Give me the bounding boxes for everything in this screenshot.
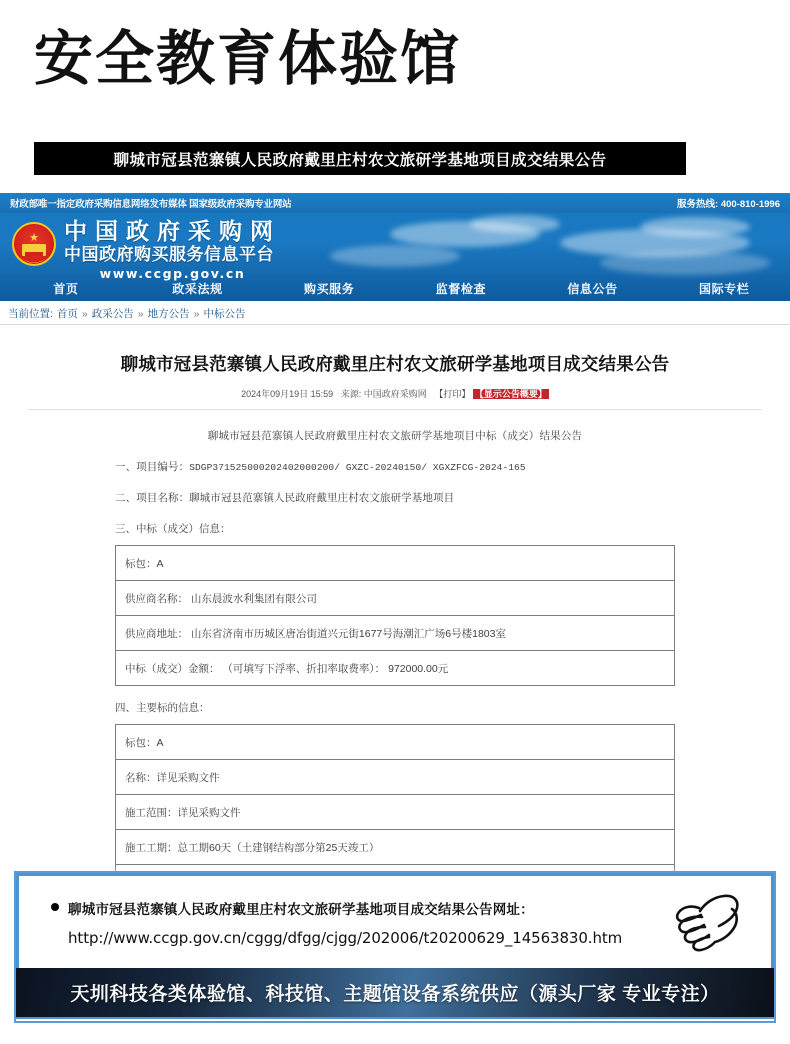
table-row — [116, 616, 675, 651]
table-row — [116, 581, 675, 616]
topbar-hotline: 服务热线: 400-810-1996 — [677, 199, 780, 210]
announcement-url-label: 聊城市冠县范寨镇人民政府戴里庄村农文旅研学基地项目成交结果公告网址： — [68, 902, 534, 917]
brand-subtitle: 中国政府购买服务信息平台 — [64, 244, 274, 264]
breadcrumb-item-winning[interactable]: 中标公告 — [203, 308, 246, 320]
cloud-decoration — [330, 245, 460, 267]
project-number-label: 一、项目编号： — [115, 461, 190, 473]
breadcrumb-label: 当前位置: — [8, 308, 53, 320]
table-row — [116, 725, 675, 760]
cloud-decoration — [640, 217, 750, 237]
site-topbar — [0, 193, 790, 213]
breadcrumb-item-home[interactable]: 首页 — [56, 308, 78, 320]
url-callout-inner — [19, 876, 771, 971]
main-target-heading: 四、主要标的信息： — [115, 702, 210, 714]
breadcrumb-separator: » — [81, 307, 88, 320]
document-title: 聊城市冠县范寨镇人民政府戴里庄村农文旅研学基地项目成交结果公告 — [120, 354, 670, 374]
bullet-icon — [51, 903, 59, 911]
table-row — [116, 651, 675, 686]
table-cell-lot: 标包：A — [116, 725, 675, 760]
footer-banner — [16, 968, 774, 1017]
nav-item-services[interactable]: 购买服务 — [303, 281, 355, 296]
table-cell-scope: 施工范围：详见采购文件 — [116, 795, 675, 830]
table-row — [116, 546, 675, 581]
national-emblem-icon — [12, 222, 56, 266]
winning-info-heading: 三、中标（成交）信息： — [115, 523, 231, 535]
document-content — [115, 428, 675, 900]
document-source: 来源: 中国政府采购网 — [340, 389, 427, 399]
nav-item-supervision[interactable]: 监督检查 — [435, 281, 487, 296]
nav-item-notices[interactable]: 信息公告 — [567, 281, 618, 296]
promo-subtitle-text: 聊城市冠县范寨镇人民政府戴里庄村农文旅研学基地项目成交结果公告 — [113, 151, 607, 169]
project-name-row — [115, 490, 675, 505]
site-banner — [0, 213, 790, 281]
document-meta — [28, 387, 762, 400]
table-cell-duration: 施工工期：总工期60天（土建钢结构部分第25天竣工） — [116, 830, 675, 865]
nav-item-laws[interactable]: 政采法规 — [172, 281, 223, 296]
breadcrumb-item-announcements[interactable]: 政采公告 — [91, 308, 134, 320]
project-number-value: SDGP371525000202402000200/ GXZC-20240150/ XGXZFCG-2024-165 — [189, 462, 526, 473]
site-brand[interactable] — [64, 219, 281, 281]
announcement-url-label-row — [37, 898, 753, 918]
table-row — [116, 830, 675, 865]
table-row — [116, 795, 675, 830]
topbar-slogan: 财政部唯一指定政府采购信息网络发布媒体 国家级政府采购专业网站 — [10, 199, 292, 210]
table-cell-amount: 中标（成交）金额： （可填写下浮率、折扣率取费率）： 972000.00元 — [116, 651, 675, 686]
breadcrumb-separator: » — [137, 307, 144, 320]
page-title: 安全教育体验馆 — [34, 24, 462, 93]
brand-title: 中国政府采购网 — [64, 218, 281, 244]
document-date: 2024年09月19日 15:59 — [241, 389, 334, 399]
website-screenshot — [0, 193, 790, 881]
announcement-url[interactable]: http://www.ccgp.gov.cn/cggg/dfgg/cjgg/202006/t20200629_14563830.htm — [68, 929, 623, 947]
table-cell-lot: 标包：A — [116, 546, 675, 581]
table-cell-name: 名称：详见采购文件 — [116, 760, 675, 795]
project-name-value: 聊城市冠县范寨镇人民政府戴里庄村农文旅研学基地项目 — [189, 492, 455, 504]
show-summary-button[interactable]: 【显示公告概要】 — [474, 389, 547, 399]
project-name-label: 二、项目名称： — [115, 492, 190, 504]
announcement-heading: 聊城市冠县范寨镇人民政府戴里庄村农文旅研学基地项目中标（成交）结果公告 — [207, 430, 583, 442]
nav-item-home[interactable]: 首页 — [53, 281, 79, 296]
document-body — [0, 325, 790, 900]
cloud-decoration — [470, 215, 560, 233]
emblem-star: ★ — [29, 232, 39, 244]
project-number-row — [115, 459, 675, 474]
pointing-hand-icon — [669, 888, 745, 962]
table-cell-supplier-address: 供应商地址： 山东省济南市历城区唐冶街道兴元街1677号海潮汇广场6号楼1803室 — [116, 616, 675, 651]
winning-info-table — [115, 545, 675, 686]
nav-item-international[interactable]: 国际专栏 — [698, 281, 750, 296]
print-button[interactable]: 【打印】 — [434, 389, 471, 399]
breadcrumb-separator: » — [193, 307, 200, 320]
emblem-gate — [22, 244, 46, 256]
footer-banner-text: 天圳科技各类体验馆、科技馆、主题馆设备系统供应（源头厂家 专业专注） — [70, 984, 720, 1005]
divider — [28, 409, 762, 410]
cloud-decoration — [600, 251, 770, 275]
breadcrumb — [0, 303, 790, 325]
brand-url: www.ccgp.gov.cn — [99, 265, 246, 281]
table-row — [116, 760, 675, 795]
promo-subtitle-bar — [34, 142, 686, 175]
table-cell-supplier-name: 供应商名称： 山东晨波水利集团有限公司 — [116, 581, 675, 616]
breadcrumb-item-local[interactable]: 地方公告 — [147, 308, 190, 320]
